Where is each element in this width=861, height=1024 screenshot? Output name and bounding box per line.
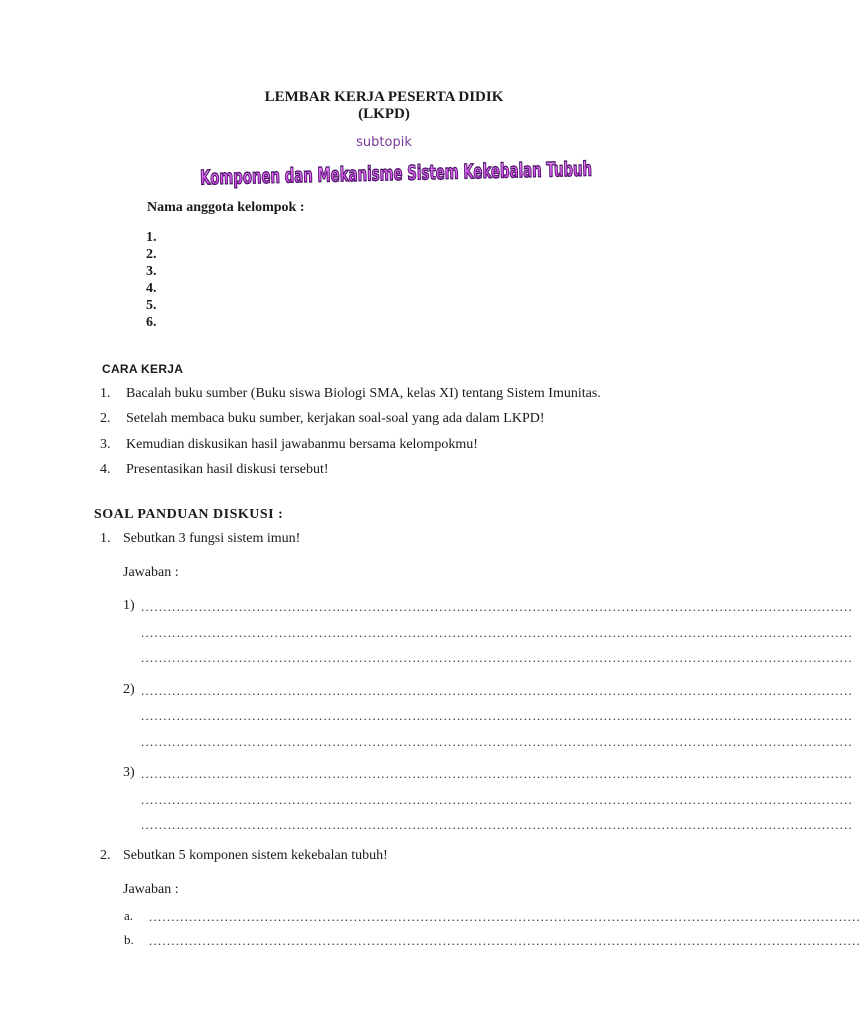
question-text: Sebutkan 5 komponen sistem kekebalan tubuh! (123, 848, 388, 863)
answer-dotted-line[interactable]: ................................................................................................................................................................ (141, 817, 853, 832)
step-number: 2. (100, 411, 111, 427)
page-title-abbreviation: (LKPD) (358, 106, 410, 122)
answer-item-letter: b. (124, 932, 134, 947)
member-number: 4. (146, 281, 157, 296)
step-text: Kemudian diskusikan hasil jawabanmu bersama kelompokmu! (126, 436, 478, 452)
member-number: 6. (146, 315, 157, 330)
subtopic-wordart-text: Komponen dan Mekanisme Sistem Kekebalan Tubuh (199, 152, 788, 190)
member-number: 2. (146, 247, 157, 262)
answer-dotted-line[interactable]: ................................................................................................................................................................ (141, 625, 853, 640)
answer-dotted-line[interactable]: ................................................................................................................................................................ (141, 792, 853, 807)
member-number: 1. (146, 230, 157, 245)
question-number: 1. (100, 531, 111, 546)
members-list (146, 229, 157, 331)
step-text: Bacalah buku sumber (Buku siswa Biologi SMA, kelas XI) tentang Sistem Imunitas. (126, 386, 601, 401)
step-text: Presentasikan hasil diskusi tersebut! (126, 461, 329, 477)
subtopik-label: subtopik (356, 135, 412, 150)
soal-heading: SOAL PANDUAN DISKUSI : (94, 507, 284, 522)
answer-dotted-line[interactable]: ................................................................................................................................................................ (141, 766, 853, 781)
answer-dotted-line[interactable]: ................................................................................................................................................................ (141, 683, 853, 698)
answer-label: Jawaban : (123, 565, 179, 580)
member-number: 5. (146, 298, 157, 313)
step-number: 4. (100, 461, 111, 477)
step-number: 3. (100, 436, 111, 452)
answer-dotted-line[interactable]: ................................................................................................................................................................ (141, 599, 853, 614)
step-number: 1. (100, 386, 111, 401)
answer-dotted-line[interactable]: ................................................................................................................................................................ (141, 734, 853, 749)
answer-dotted-line[interactable]: ................................................................................................................................................................ (141, 650, 853, 665)
page-title: LEMBAR KERJA PESERTA DIDIK (264, 89, 504, 105)
member-number: 3. (146, 264, 157, 279)
cara-kerja-heading: CARA KERJA (102, 362, 184, 376)
answer-label: Jawaban : (123, 882, 179, 897)
subtopic-wordart-title (196, 152, 788, 190)
answer-item-number: 3) (123, 765, 135, 780)
answer-item-number: 1) (123, 598, 135, 613)
answer-dotted-line[interactable]: ................................................................................................................................................................ (149, 933, 861, 948)
answer-dotted-line[interactable]: ................................................................................................................................................................ (149, 909, 861, 924)
question-number: 2. (100, 848, 111, 863)
members-label: Nama anggota kelompok : (147, 200, 305, 215)
answer-item-letter: a. (124, 908, 134, 923)
question-text: Sebutkan 3 fungsi sistem imun! (123, 531, 301, 546)
answer-dotted-line[interactable]: ................................................................................................................................................................ (141, 708, 853, 723)
step-text: Setelah membaca buku sumber, kerjakan soal-soal yang ada dalam LKPD! (126, 411, 545, 427)
answer-item-number: 2) (123, 682, 135, 697)
